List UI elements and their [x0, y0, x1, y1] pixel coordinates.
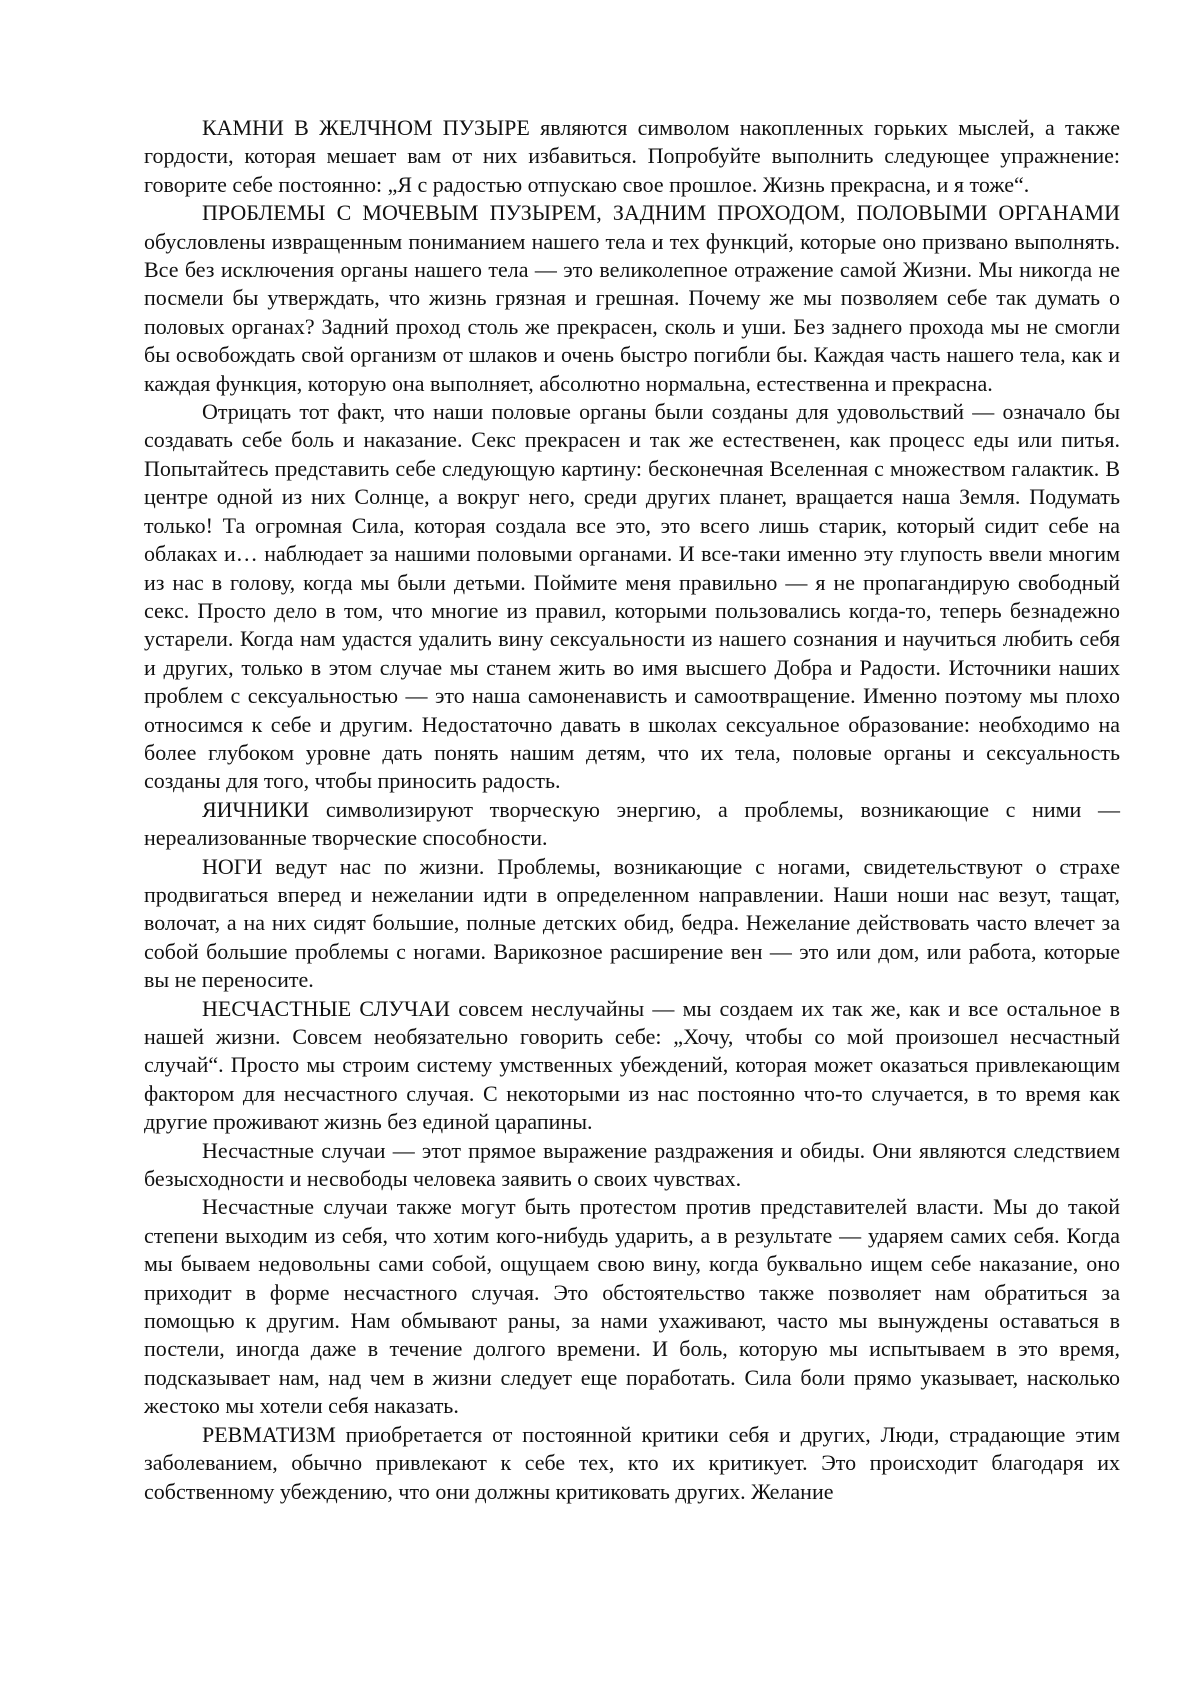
paragraph-sexuality: Отрицать тот факт, что наши половые органы были созданы для удовольствий — означало бы создавать себе боль и наказание. Секс прекрасен и так же естественен, как процесс еды или питья. Попытайтесь представить себе следующую картину: бесконечная Вселенная с множеством галактик. В центре одной из них Солнце, а вокруг него, среди других планет, вращается наша Земля. Подумать только! Та огромная Сила, которая создала все это, это всего лишь старик, который сидит себе на облаках и… наблюдает за нашими половыми органами. И все-таки именно эту глупость ввели многим из нас в голову, когда мы были детьми. Поймите меня правильно — я не пропагандирую свободный секс. Просто дело в том, что многие из правил, которыми пользовались когда-то, теперь безнадежно устарели. Когда нам удастся удалить вину сексуальности из нашего сознания и научиться любить себя и других, только в этом случае мы станем жить во имя высшего Добра и Радости. Источники наших проблем с сексуальностью — это наша самоненависть и самоотвращение. Именно поэтому мы плохо относимся к себе и другим. Недостаточно давать в школах сексуальное образование: необходимо на более глубоком уровне дать понять нашим детям, что их тела, половые органы и сексуальность созданы для того, чтобы приносить радость. — [144, 399, 1120, 794]
paragraph-bladder-problems: ПРОБЛЕМЫ С МОЧЕВЫМ ПУЗЫРЕМ, ЗАДНИМ ПРОХОДОМ, ПОЛОВЫМИ ОРГАНАМИ обусловлены извращенным пониманием нашего тела и тех функций, которые оно призвано выполнять. Все без исключения органы нашего тела — это великолепное отражение самой Жизни. Мы никогда не посмели бы утверждать, что жизнь грязная и грешная. Почему же мы позволяем себе так думать о половых органах? Задний проход столь же прекрасен, сколь и уши. Без заднего прохода мы не смогли бы освобождать свой организм от шлаков и очень быстро погибли бы. Каждая часть нашего тела, как и каждая функция, которую она выполняет, абсолютно нормальна, естественна и прекрасна. — [144, 200, 1120, 396]
paragraph-legs: НОГИ ведут нас по жизни. Проблемы, возникающие с ногами, свидетельствуют о страхе продвигаться вперед и нежелании идти в определенном направлении. Наши ноши нас везут, тащат, волочат, а на них сидят большие, полные детских обид, бедра. Нежелание действовать часто влечет за собой большие проблемы с ногами. Варикозное расширение вен — это или дом, или работа, которые вы не переносите. — [144, 853, 1120, 993]
document-page — [144, 114, 1120, 1506]
paragraph-ovaries: ЯИЧНИКИ символизируют творческую энергию, а проблемы, возникающие с ними — нереализованные творческие способности. — [144, 796, 1120, 851]
paragraph-accidents-protest: Несчастные случаи также могут быть протестом против представителей власти. Мы до такой степени выходим из себя, что хотим кого-нибудь ударить, а в результате — ударяем самих себя. Когда мы бываем недовольны сами собой, ощущаем свою вину, когда буквально ищем себе наказание, оно приходит в форме несчастного случая. Это обстоятельство также позволяет нам обратиться за помощью к другим. Нам обмывают раны, за нами ухаживают, часто мы вынуждены оставаться в постели, иногда даже в течение долгого времени. И боль, которую мы испытываем в это время, подсказывает нам, над чем в жизни следует еще поработать. Сила боли прямо указывает, насколько жестоко мы хотели себя наказать. — [144, 1194, 1120, 1419]
paragraph-rheumatism: РЕВМАТИЗМ приобретается от постоянной критики себя и других, Люди, страдающие этим заболеванием, обычно привлекают к себе тех, кто их критикует. Это происходит благодаря их собственному убеждению, что они должны критиковать других. Желание — [144, 1421, 1120, 1504]
paragraph-accidents-anger: Несчастные случаи — этот прямое выражение раздражения и обиды. Они являются следствием безысходности и несвободы человека заявить о своих чувствах. — [144, 1137, 1120, 1192]
paragraph-accidents: НЕСЧАСТНЫЕ СЛУЧАИ совсем неслучайны — мы создаем их так же, как и все остальное в нашей жизни. Совсем необязательно говорить себе: „Хочу, чтобы со мой произошел несчастный случай“. Просто мы строим систему умственных убеждений, которая может оказаться привлекающим фактором для несчастного случая. С некоторыми из нас постоянно что-то случается, в то время как другие проживают жизнь без единой царапины. — [144, 995, 1120, 1135]
paragraph-gallstones: КАМНИ В ЖЕЛЧНОМ ПУЗЫРЕ являются символом накопленных горьких мыслей, а также гордости, которая мешает вам от них избавиться. Попробуйте выполнить следующее упражнение: говорите себе постоянно: „Я с радостью отпускаю свое прошлое. Жизнь прекрасна, и я тоже“. — [144, 115, 1120, 197]
